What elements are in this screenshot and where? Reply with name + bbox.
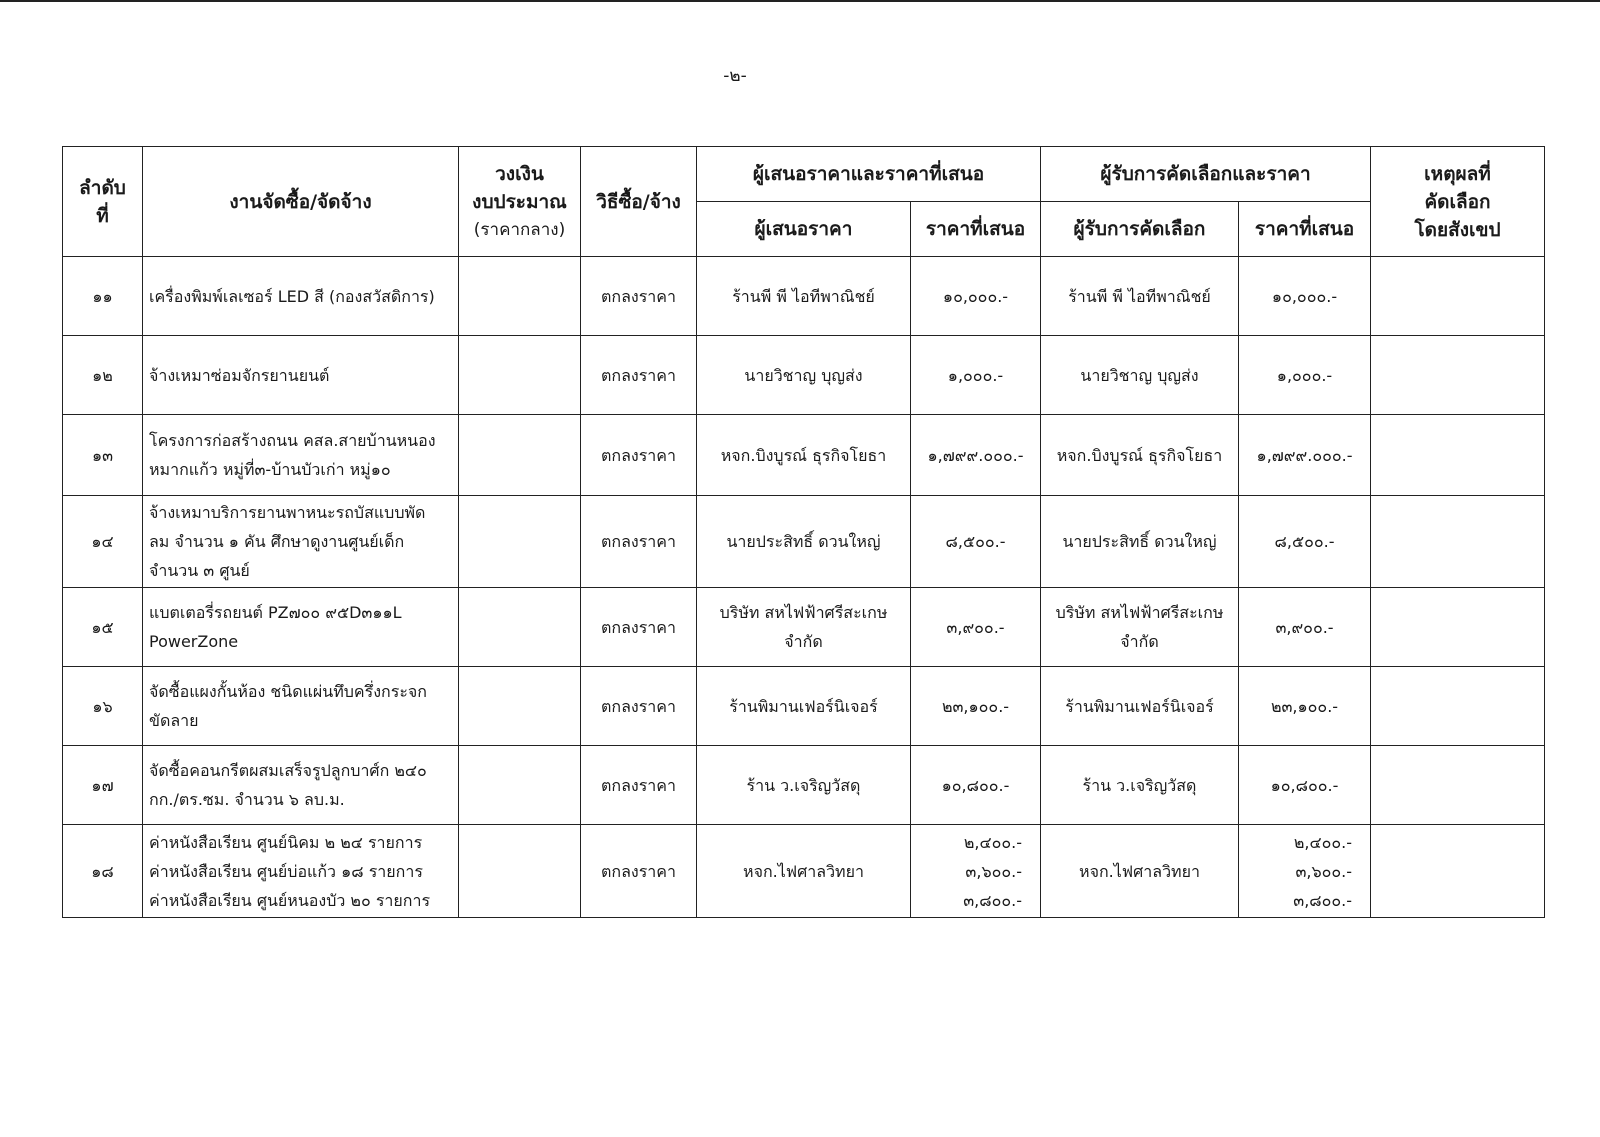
table-row <box>63 415 1545 496</box>
row-reason <box>1371 496 1545 588</box>
page-number: -๒- <box>723 66 747 86</box>
row-budget <box>459 588 581 667</box>
row-selected: หจก.ไฟศาลวิทยา <box>1041 825 1239 918</box>
row-method: ตกลงราคา <box>581 336 697 415</box>
row-bidder: นายประสิทธิ์ ดวนใหญ่ <box>697 496 911 588</box>
row-reason <box>1371 336 1545 415</box>
header-method: วิธีซื้อ/จ้าง <box>581 147 697 257</box>
row-bid-price: ๑๐,๐๐๐.- <box>911 257 1041 336</box>
header-selected: ผู้รับการคัดเลือก <box>1041 202 1239 257</box>
table-row <box>63 588 1545 667</box>
row-budget <box>459 415 581 496</box>
row-item: จ้างเหมาบริการยานพาหนะรถบัสแบบพัด ลม จำนวน ๑ คัน ศึกษาดูงานศูนย์เด็ก จำนวน ๓ ศูนย์ <box>143 496 459 588</box>
row-bidder: นายวิชาญ บุญส่ง <box>697 336 911 415</box>
row-seq: ๑๔ <box>63 496 143 588</box>
header-row-1 <box>63 147 1545 202</box>
row-bidder: หจก.บิงบูรณ์ ธุรกิจโยธา <box>697 415 911 496</box>
row-reason <box>1371 746 1545 825</box>
row-selected-price: ๑๐,๐๐๐.- <box>1239 257 1371 336</box>
row-selected-price: ๑,๐๐๐.- <box>1239 336 1371 415</box>
row-bid-price: ๒,๔๐๐.- ๓,๖๐๐.- ๓,๘๐๐.- <box>911 825 1041 918</box>
row-reason <box>1371 257 1545 336</box>
row-method: ตกลงราคา <box>581 496 697 588</box>
row-reason <box>1371 667 1545 746</box>
row-method: ตกลงราคา <box>581 588 697 667</box>
row-bidder: หจก.ไฟศาลวิทยา <box>697 825 911 918</box>
row-seq: ๑๒ <box>63 336 143 415</box>
row-selected-price: ๒,๔๐๐.- ๓,๖๐๐.- ๓,๘๐๐.- <box>1239 825 1371 918</box>
row-method: ตกลงราคา <box>581 257 697 336</box>
header-bidder: ผู้เสนอราคา <box>697 202 911 257</box>
row-selected-price: ๘,๕๐๐.- <box>1239 496 1371 588</box>
header-item: งานจัดซื้อ/จัดจ้าง <box>143 147 459 257</box>
row-selected: ร้านพี พี ไอทีพาณิชย์ <box>1041 257 1239 336</box>
procurement-table <box>62 146 1545 918</box>
header-selected-price: ราคาที่เสนอ <box>1239 202 1371 257</box>
table-row <box>63 336 1545 415</box>
row-bidder: ร้านพิมานเฟอร์นิเจอร์ <box>697 667 911 746</box>
row-reason <box>1371 588 1545 667</box>
row-method: ตกลงราคา <box>581 825 697 918</box>
row-selected-price: ๑๐,๘๐๐.- <box>1239 746 1371 825</box>
header-selected-group: ผู้รับการคัดเลือกและราคา <box>1041 147 1371 202</box>
table-row <box>63 825 1545 918</box>
row-bid-price: ๘,๕๐๐.- <box>911 496 1041 588</box>
row-item: จัดซื้อคอนกรีตผสมเสร็จรูปลูกบาศ์ก ๒๔๐ กก./ตร.ซม. จำนวน ๖ ลบ.ม. <box>143 746 459 825</box>
row-selected-price: ๒๓,๑๐๐.- <box>1239 667 1371 746</box>
row-budget <box>459 746 581 825</box>
table-row <box>63 496 1545 588</box>
row-budget <box>459 667 581 746</box>
header-reason: เหตุผลที่ คัดเลือก โดยสังเขป <box>1371 147 1545 257</box>
row-item: ค่าหนังสือเรียน ศูนย์นิคม ๒ ๒๔ รายการ ค่าหนังสือเรียน ศูนย์บ่อแก้ว ๑๘ รายการ ค่าหนังสือเรียน ศูนย์หนองบัว ๒๐ รายการ <box>143 825 459 918</box>
row-budget <box>459 336 581 415</box>
row-item: จัดซื้อแผงกั้นห้อง ชนิดแผ่นทึบครึ่งกระจก ขัดลาย <box>143 667 459 746</box>
row-method: ตกลงราคา <box>581 746 697 825</box>
row-item: แบตเตอรี่รถยนต์ PZ๗๐๐ ๙๕D๓๑๑L PowerZone <box>143 588 459 667</box>
row-seq: ๑๑ <box>63 257 143 336</box>
header-seq: ลำดับ ที่ <box>63 147 143 257</box>
row-bid-price: ๓,๙๐๐.- <box>911 588 1041 667</box>
row-budget <box>459 496 581 588</box>
row-method: ตกลงราคา <box>581 415 697 496</box>
row-selected: นายวิชาญ บุญส่ง <box>1041 336 1239 415</box>
row-selected: บริษัท สหไฟฟ้าศรีสะเกษ จำกัด <box>1041 588 1239 667</box>
row-selected: ร้านพิมานเฟอร์นิเจอร์ <box>1041 667 1239 746</box>
row-bid-price: ๑,๐๐๐.- <box>911 336 1041 415</box>
row-bid-price: ๒๓,๑๐๐.- <box>911 667 1041 746</box>
table-row <box>63 667 1545 746</box>
row-selected-price: ๑,๗๙๙.๐๐๐.- <box>1239 415 1371 496</box>
row-item: เครื่องพิมพ์เลเซอร์ LED สี (กองสวัสดิการ) <box>143 257 459 336</box>
row-method: ตกลงราคา <box>581 667 697 746</box>
table-row <box>63 746 1545 825</box>
page-top-edge <box>0 0 1600 2</box>
row-selected-price: ๓,๙๐๐.- <box>1239 588 1371 667</box>
row-seq: ๑๖ <box>63 667 143 746</box>
row-bid-price: ๑,๗๙๙.๐๐๐.- <box>911 415 1041 496</box>
header-bidders-group: ผู้เสนอราคาและราคาที่เสนอ <box>697 147 1041 202</box>
row-seq: ๑๕ <box>63 588 143 667</box>
row-seq: ๑๗ <box>63 746 143 825</box>
row-seq: ๑๓ <box>63 415 143 496</box>
row-budget <box>459 257 581 336</box>
row-seq: ๑๘ <box>63 825 143 918</box>
header-bid-price: ราคาที่เสนอ <box>911 202 1041 257</box>
row-item: โครงการก่อสร้างถนน คสล.สายบ้านหนอง หมากแก้ว หมู่ที่๓-บ้านบัวเก่า หมู่๑๐ <box>143 415 459 496</box>
row-item: จ้างเหมาซ่อมจักรยานยนต์ <box>143 336 459 415</box>
row-bidder: บริษัท สหไฟฟ้าศรีสะเกษ จำกัด <box>697 588 911 667</box>
row-reason <box>1371 415 1545 496</box>
row-reason <box>1371 825 1545 918</box>
row-selected: นายประสิทธิ์ ดวนใหญ่ <box>1041 496 1239 588</box>
row-bidder: ร้าน ว.เจริญวัสดุ <box>697 746 911 825</box>
table-row <box>63 257 1545 336</box>
row-selected: ร้าน ว.เจริญวัสดุ <box>1041 746 1239 825</box>
row-budget <box>459 825 581 918</box>
row-bid-price: ๑๐,๘๐๐.- <box>911 746 1041 825</box>
row-bidder: ร้านพี พี ไอทีพาณิชย์ <box>697 257 911 336</box>
header-budget: วงเงิน งบประมาณ (ราคากลาง) <box>459 147 581 257</box>
row-selected: หจก.บิงบูรณ์ ธุรกิจโยธา <box>1041 415 1239 496</box>
